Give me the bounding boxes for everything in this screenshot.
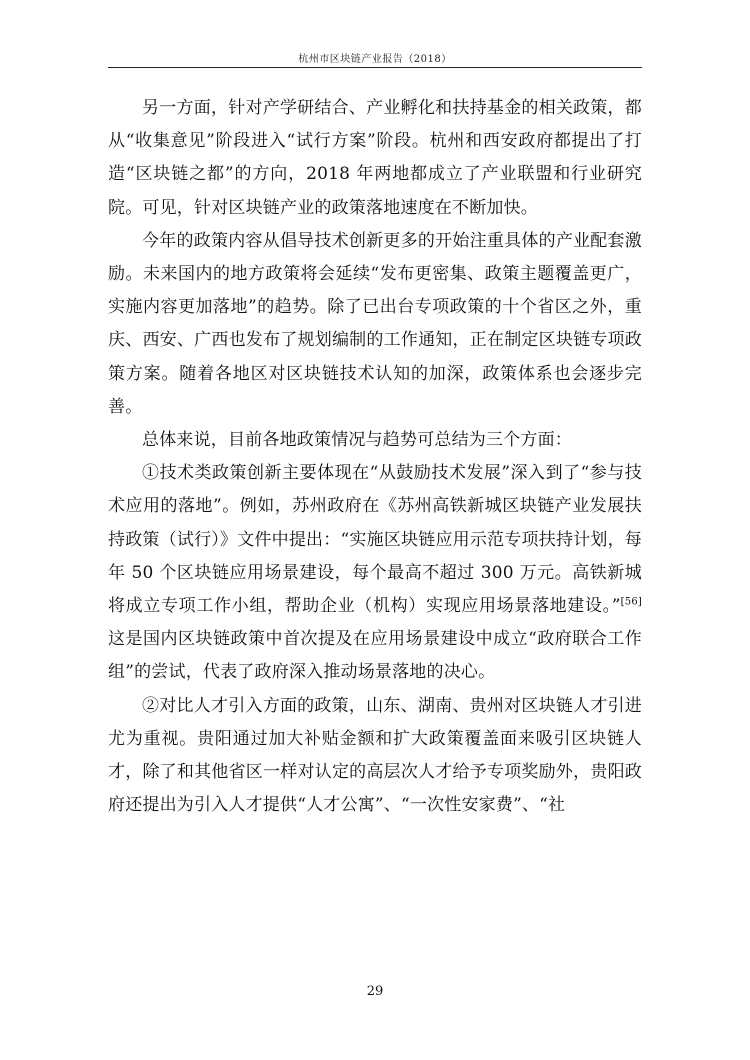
paragraph-talent-policy: ②对比人才引入方面的政策，山东、湖南、贵州对区块链人才引进尤为重视。贵阳通过加大补贴金额和扩大政策覆盖面来吸引区块链人才，除了和其他省区一样对认定的高层次人才给予专项奖励外，贵阳政府还提出为引入人才提供“人才公寓”、“一次性安家费”、“社 bbox=[108, 695, 642, 816]
citation-ref: [56] bbox=[620, 596, 642, 608]
body-text bbox=[108, 92, 642, 822]
running-header: 杭州市区块链产业报告（2018） bbox=[298, 54, 452, 65]
paragraph-policy-stage: 另一方面，针对产学研结合、产业孵化和扶持基金的相关政策，都从“收集意见”阶段进入“试行方案”阶段。杭州和西安政府都提出了打造“区块链之都”的方向，2018 年两地都成立了产业联盟和行业研究院。可见，针对区块链产业的政策落地速度在不断加快。 bbox=[108, 98, 642, 218]
header-divider bbox=[108, 67, 642, 68]
page-number: 29 bbox=[366, 984, 384, 999]
paragraph-tech-policy-text: ①技术类政策创新主要体现在“从鼓励技术发展”深入到了“参与技术应用的落地”。例如，苏州政府在《苏州高铁新城区块链产业发展扶持政策（试行）》文件中提出：“实施区块链应用示范专项扶持计划，每年 50 个区块链应用场景建设，每个最高不超过 300 万元。高铁新城将成立专项工作小组，帮助企业（机构）实现应用场景落地建设。” bbox=[108, 463, 642, 617]
paragraph-tech-policy-text-cont: 这是国内区块链政策中首次提及在应用场景建设中成立“政府联合工作组”的尝试，代表了政府深入推动场景落地的决心。 bbox=[108, 629, 642, 683]
paragraph-summary-intro: 总体来说，目前各地政策情况与趋势可总结为三个方面： bbox=[142, 430, 572, 451]
paragraph-tech-policy bbox=[108, 457, 642, 689]
paragraph-policy-trend: 今年的政策内容从倡导技术创新更多的开始注重具体的产业配套激励。未来国内的地方政策将会延续“发布更密集、政策主题覆盖更广，实施内容更加落地”的趋势。除了已出台专项政策的十个省区之外，重庆、西安、广西也发布了规划编制的工作通知，正在制定区块链专项政策方案。随着各地区对区块链技术认知的加深，政策体系也会逐步完善。 bbox=[108, 230, 642, 417]
